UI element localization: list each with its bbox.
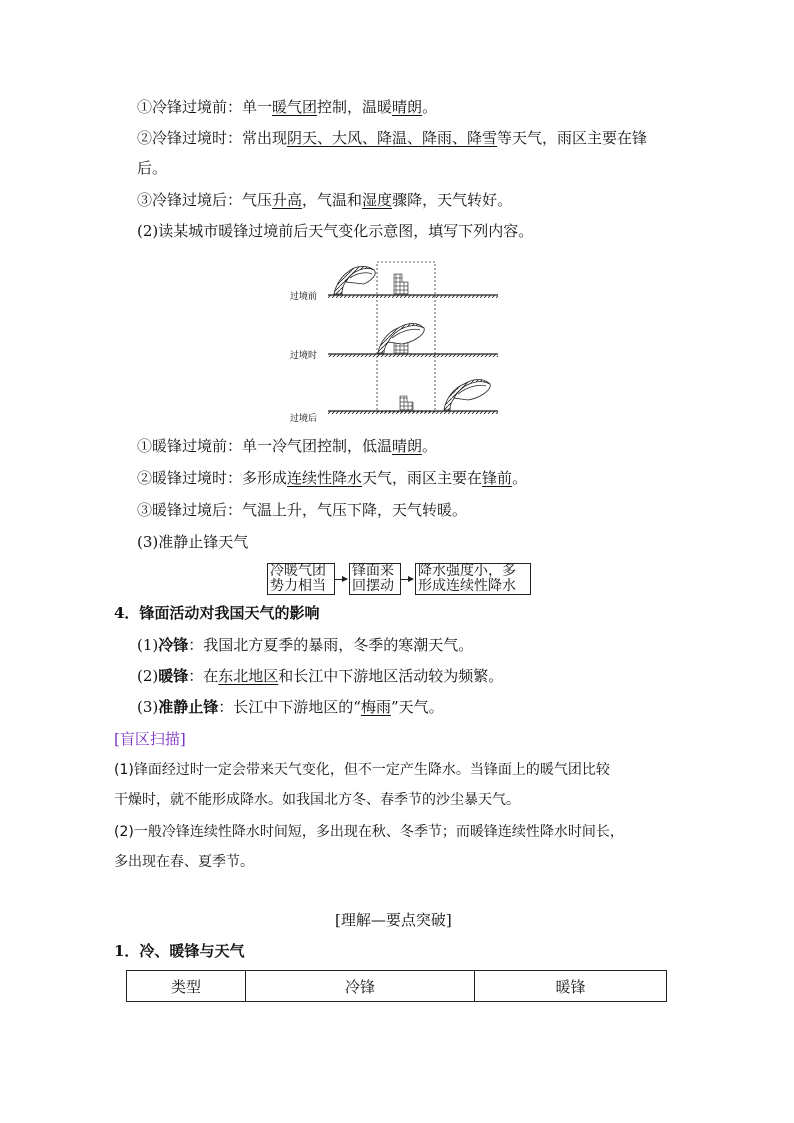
text: ②冷锋过境时：常出现 — [137, 129, 288, 147]
blind-spot-p2b: 多出现在春、夏季节。 — [114, 854, 254, 870]
figure-label-before: 过境前 — [290, 292, 318, 302]
blank-answer: 东北地区 — [218, 667, 279, 685]
blank-answer: 晴朗 — [392, 437, 423, 455]
text: ，气温和 — [302, 191, 363, 209]
blind-spot-p1a: (1)锋面经过时一定会带来天气变化，但不一定产生降水。当锋面上的暖气团比较 — [114, 762, 610, 778]
table-header-type: 类型 — [127, 971, 246, 1002]
blank-answer: 晴朗 — [392, 98, 423, 116]
section-4-stationary — [137, 697, 444, 717]
text: 锋面来 — [352, 563, 394, 579]
warm-front-figure — [288, 258, 508, 428]
blind-spot-tag: [盲区扫描] — [114, 730, 186, 748]
arrow-icon — [335, 579, 347, 580]
blank-answer: 锋前 — [482, 469, 513, 487]
text: ”天气。 — [390, 698, 444, 716]
table-header-cold: 冷锋 — [246, 971, 475, 1002]
city-building-1 — [394, 274, 408, 294]
blank-answer: 升高 — [272, 191, 303, 209]
text: ①暖锋过境前：单一冷气团控制，低温 — [137, 437, 393, 455]
blank-answer: 连续性降水 — [287, 469, 363, 487]
text: 形成连续性降水 — [418, 578, 516, 594]
city-building-3 — [400, 396, 413, 410]
blind-spot-p2a: (2)一般冷锋连续性降水时间短，多出现在秋、冬季节；而暖锋连续性降水时间长， — [114, 824, 624, 840]
arrow-icon — [401, 579, 413, 580]
front-cloud-after — [444, 380, 490, 411]
cold-front-after — [137, 190, 512, 210]
cold-front-during-cont: 后。 — [137, 159, 168, 177]
blank-answer: 阴天、大风、降温、降雨、降雪 — [287, 129, 498, 147]
section-4-title: 4．锋面活动对我国天气的影响 — [114, 604, 320, 622]
text: (2) — [137, 667, 159, 685]
cold-front-during — [137, 128, 647, 148]
text: 。 — [422, 437, 438, 455]
ground-after — [328, 411, 498, 414]
question-2: (2)读某城市暖锋过境前后天气变化示意图，填写下列内容。 — [137, 222, 534, 240]
term: 暖锋 — [158, 667, 189, 685]
text: 等天气，雨区主要在锋 — [497, 129, 648, 147]
warm-front-after: ③暖锋过境后：气温上升，气压下降，天气转暖。 — [137, 501, 468, 519]
blank-answer: 梅雨 — [360, 698, 391, 716]
flow-box-1 — [267, 563, 335, 595]
section-heading: [理解—要点突破] — [335, 911, 452, 929]
section-4-warm — [137, 666, 503, 686]
text: 。 — [512, 469, 528, 487]
warm-front-during — [137, 468, 527, 488]
text: 。 — [422, 98, 438, 116]
text: 势力相当 — [270, 578, 326, 594]
blank-answer: 暖气团 — [272, 98, 318, 116]
text: ：在 — [188, 667, 219, 685]
text: (1) — [137, 636, 159, 654]
text: 和长江中下游地区活动较为频繁。 — [278, 667, 504, 685]
section-4-cold — [137, 635, 473, 655]
flow-box-3 — [415, 563, 531, 595]
blind-spot-p1b: 干燥时，就不能形成降水。如我国北方冬、春季节的沙尘暴天气。 — [114, 792, 520, 808]
text: 控制，温暖 — [317, 98, 393, 116]
term: 冷锋 — [158, 636, 189, 654]
blank-answer: 湿度 — [362, 191, 393, 209]
front-cloud-before — [334, 266, 375, 294]
table-header-warm: 暖锋 — [475, 971, 667, 1002]
cold-front-before — [137, 97, 437, 117]
ground-during — [328, 354, 498, 357]
front-weather-table — [126, 970, 667, 1002]
ground-before — [328, 295, 498, 298]
subsection-title: 1．冷、暖锋与天气 — [114, 942, 245, 960]
text: 回摆动 — [352, 578, 394, 594]
table-row — [127, 971, 667, 1002]
text: ：长江中下游地区的“ — [218, 698, 361, 716]
warm-front-before — [137, 436, 437, 456]
text: 天气，雨区主要在 — [362, 469, 483, 487]
figure-label-after: 过境后 — [290, 414, 318, 424]
flow-box-2 — [349, 563, 401, 595]
text: ①冷锋过境前：单一 — [137, 98, 273, 116]
text: ②暖锋过境时：多形成 — [137, 469, 288, 487]
text: (3) — [137, 698, 159, 716]
term: 准静止锋 — [158, 698, 219, 716]
text: 降水强度小，多 — [418, 563, 516, 579]
text: ③冷锋过境后：气压 — [137, 191, 273, 209]
text: 冷暖气团 — [270, 563, 326, 579]
figure-label-during: 过境时 — [290, 351, 318, 361]
text: ：我国北方夏季的暴雨，冬季的寒潮天气。 — [188, 636, 474, 654]
text: 骤降，天气转好。 — [392, 191, 513, 209]
question-3: (3)准静止锋天气 — [137, 533, 249, 551]
